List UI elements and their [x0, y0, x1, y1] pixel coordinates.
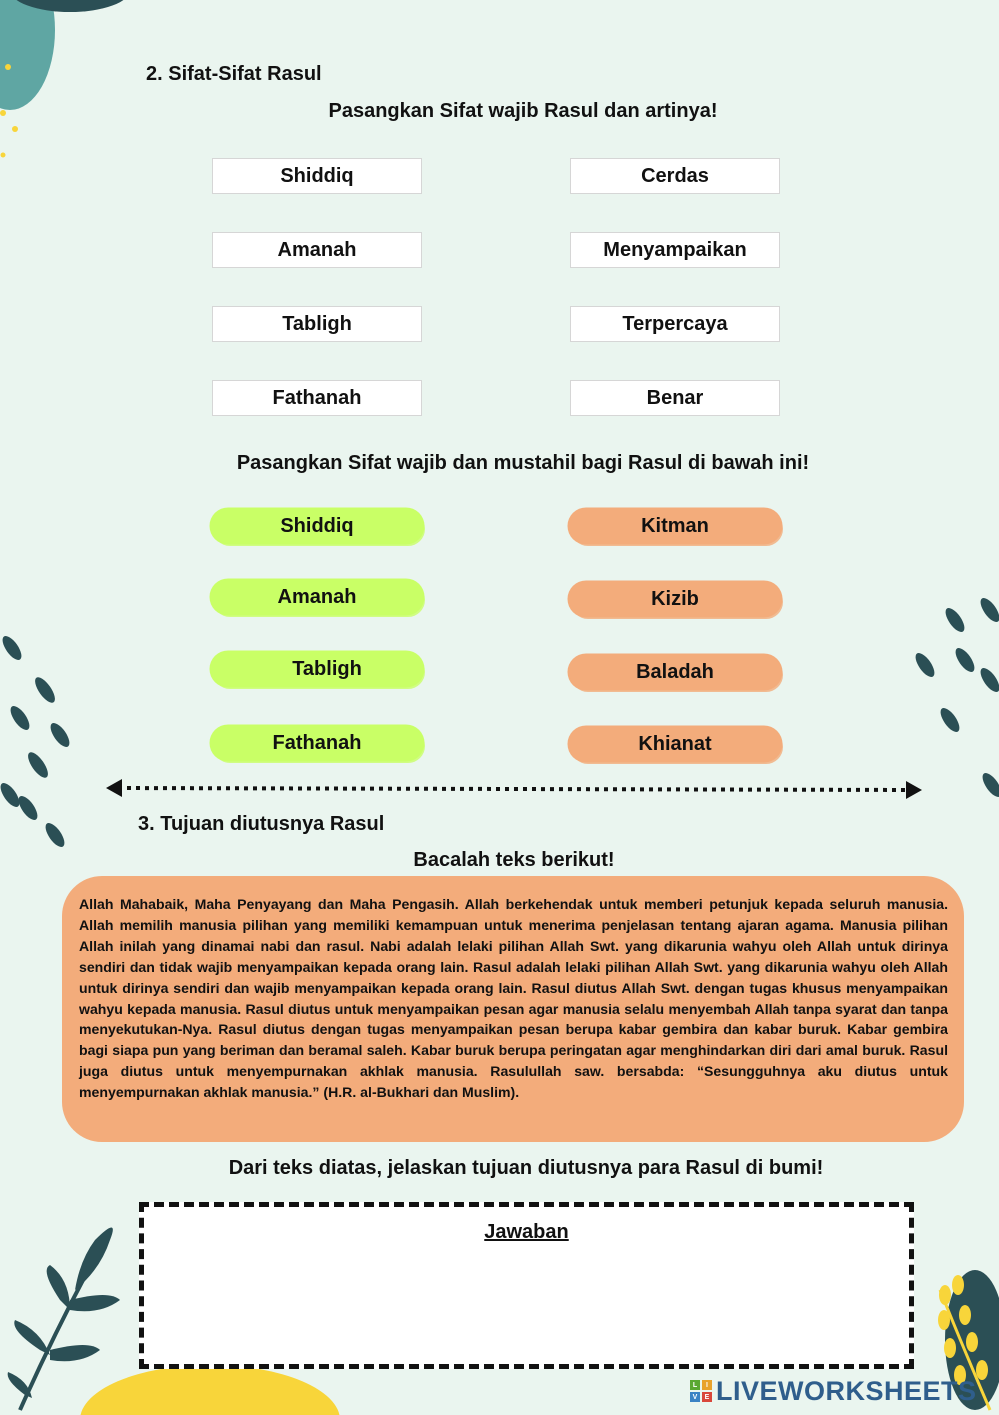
match-right-box[interactable]: Terpercaya — [570, 306, 780, 342]
mustahil-label: Baladah — [636, 660, 714, 683]
yellow-dot — [5, 64, 11, 70]
wajib-label: Shiddiq — [280, 514, 354, 537]
match-right-box[interactable]: Cerdas — [570, 158, 780, 194]
match-right-box[interactable]: Benar — [570, 380, 780, 416]
mustahil-pill[interactable] — [569, 582, 781, 616]
bottom-left-plant — [8, 1228, 120, 1411]
teal-leaf-shape — [0, 0, 55, 110]
mustahil-pill[interactable] — [569, 509, 781, 543]
answer-label: Jawaban — [484, 1221, 569, 1243]
match-left-box[interactable]: Shiddiq — [212, 158, 422, 194]
wajib-label: Amanah — [277, 585, 357, 608]
logo-letter: V — [690, 1392, 700, 1402]
wajib-label: Tabligh — [292, 657, 362, 680]
match-left-box[interactable]: Fathanah — [212, 380, 422, 416]
left-leaf-dashes — [0, 633, 73, 850]
yellow-dot — [1, 153, 6, 158]
answer-input[interactable] — [164, 1257, 889, 1354]
section-3-title: 3. Tujuan diutusnya Rasul — [138, 813, 385, 835]
yellow-blob — [80, 1365, 340, 1415]
wajib-pill[interactable] — [211, 652, 423, 686]
liveworksheets-brand — [690, 1374, 977, 1408]
question-text: Dari teks diatas, jelaskan tujuan diutusnya para Rasul di bumi! — [228, 1157, 824, 1179]
section-2-title: 2. Sifat-Sifat Rasul — [146, 63, 322, 85]
logo-letter: I — [702, 1380, 712, 1390]
wajib-pill[interactable] — [211, 509, 423, 543]
mustahil-label: Khianat — [638, 732, 712, 755]
dotted-divider-arrow — [106, 779, 922, 799]
mustahil-pill[interactable] — [569, 727, 781, 761]
wajib-pill[interactable] — [211, 580, 423, 614]
wajib-label: Fathanah — [272, 731, 362, 754]
mustahil-pill[interactable] — [569, 655, 781, 689]
answer-box[interactable] — [139, 1202, 914, 1369]
instruction-match-meaning: Pasangkan Sifat wajib Rasul dan artinya! — [328, 100, 718, 122]
match-right-box[interactable]: Menyampaikan — [570, 232, 780, 268]
yellow-dot — [12, 126, 18, 132]
match-left-box[interactable]: Tabligh — [212, 306, 422, 342]
liveworksheets-logo-icon — [690, 1380, 712, 1402]
match-left-box[interactable]: Amanah — [212, 232, 422, 268]
read-instruction: Bacalah teks berikut! — [413, 849, 615, 871]
instruction-match-wajib-mustahil: Pasangkan Sifat wajib dan mustahil bagi Rasul di bawah ini! — [236, 452, 810, 474]
mustahil-label: Kitman — [641, 514, 709, 537]
logo-letter: L — [690, 1380, 700, 1390]
logo-letter: E — [702, 1392, 712, 1402]
reading-passage-box — [62, 876, 964, 1142]
mustahil-label: Kizib — [651, 587, 699, 610]
right-leaf-dashes — [912, 595, 999, 800]
wajib-pill[interactable] — [211, 726, 423, 760]
brand-text: LIVEWORKSHEETS — [716, 1375, 977, 1406]
reading-passage-text: Allah Mahabaik, Maha Penyayang dan Maha Pengasih. Allah berkehendak untuk memberi petunjuk kepada seluruh manusia. Allah memilih manusia pilihan yang memiliki kemampuan untuk menerima penjelasan tentang ajaran agama. Manusia pilihan Allah inilah yang dinamai nabi dan rasul. Nabi adalah lelaki pilihan Allah Swt. yang dikarunia wahyu oleh Allah untuk dirinya sendiri dan tidak wajib menyampaikan kepada orang lain. Rasul adalah lelaki pilihan Allah Swt. yang dikarunia wahyu oleh Allah untuk dirinya sendiri dan wajib menyampaikan kepada orang lain. Rasul diutus Allah Swt. dengan tugas khusus menyampaikan wahyu kepada manusia. Rasul diutus untuk menyampaikan pesan agar manusia selalu menyembah Allah tanpa syarat dan tanpa menyekutukan-Nya. Rasul diutus dengan tugas menyampaikan pesan berupa kabar gembira dan kabar buruk. Kabar gembira bagi siapa pun yang beriman dan beramal saleh. Kabar buruk berupa peringatan agar menghindarkan diri dari amal buruk. Rasul juga diutus untuk menyempurnakan akhlak manusia. Rasulullah saw. bersabda: “Sesungguhnya aku diutus untuk menyempurnakan akhlak manusia.” (H.R. al-Bukhari dan Muslim). — [79, 896, 948, 1101]
